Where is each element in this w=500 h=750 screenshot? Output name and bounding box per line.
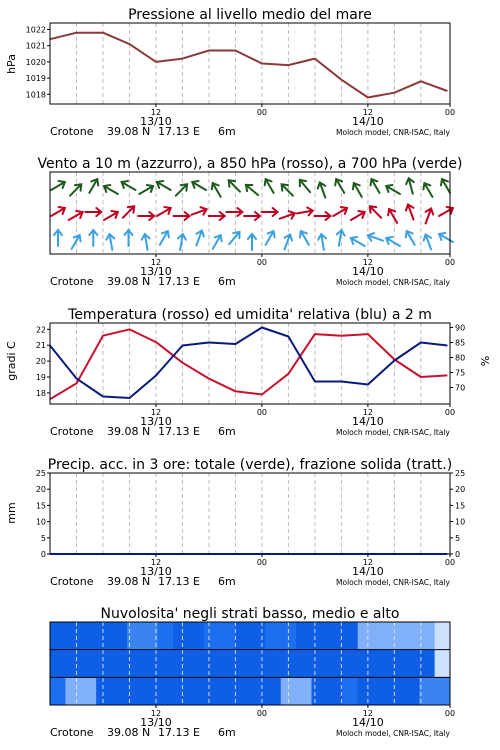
wind-arrow-0-13 [282,184,293,195]
precip-frame [50,473,450,554]
wind-credit: Moloch model, CNR-ISAC, Italy [336,278,450,287]
wind-arrow-0-22 [441,179,450,193]
wind-arrow-1-8 [192,207,207,215]
pressure-ytick-label-1: 1019 [25,74,46,84]
clouds-plot [50,622,455,739]
precip-ytick-label-3: 15 [35,501,46,511]
humidity-line [50,328,447,399]
cloud-cell-2-18 [327,677,343,705]
temp-rh-y2tick-label-0: 70 [455,383,466,393]
cloud-cell-0-12 [235,622,251,650]
pressure-xtick-label-3: 00 [444,108,456,117]
pressure-ylabel: hPa [5,54,18,74]
cloud-cell-0-2 [81,622,97,650]
precip-y2tick-label-1: 5 [455,533,461,543]
wind-arrow-0-18 [371,179,380,193]
wind-arrow-2-17 [351,237,365,246]
temp-rh-xtick-label-1: 00 [256,408,268,417]
wind-arrow-0-14 [300,180,310,192]
wind-arrow-1-16 [333,207,347,216]
temp-rh-station-elev: 6m [218,425,236,438]
wind-arrow-0-5 [139,185,153,194]
precip-y2tick-label-5: 25 [455,469,466,478]
wind-arrow-0-15 [318,183,326,198]
cloud-cell-1-2 [81,650,97,678]
precip-ytick-label-2: 10 [35,517,46,527]
wind-arrow-2-2 [89,230,97,246]
precip-xtick-label-1: 00 [256,558,268,567]
pressure-station-lat: 39.08 N [107,125,151,138]
wind-arrow-0-8 [192,181,206,190]
cloud-cell-1-21 [373,650,389,678]
precip-y2tick-label-3: 15 [455,501,466,511]
cloud-cell-0-20 [358,622,374,650]
wind-arrow-0-3 [104,185,118,194]
cloud-cell-1-0 [50,650,66,678]
temp-rh-station-lon: 17.13 E [158,425,200,438]
cloud-cell-1-23 [404,650,420,678]
temp-rh-xtick-label-0: 12 [150,408,162,417]
clouds-xtick-label-0: 12 [150,709,162,718]
wind-arrow-0-6 [157,181,171,190]
cloud-cell-0-17 [312,622,328,650]
precip-y2tick-label-2: 10 [455,517,466,527]
cloud-cell-0-25 [435,622,451,650]
wind-arrow-1-10 [226,208,242,216]
temp-rh-y2tick-label-4: 90 [455,323,466,333]
wind-date-1: 14/10 [352,265,384,278]
pressure-ytick-label-3: 1021 [25,41,46,51]
rh-ylabel: % [479,355,492,367]
cloud-cell-0-14 [265,622,281,650]
cloud-cell-0-19 [342,622,358,650]
pressure-ytick-label-0: 1018 [25,90,46,100]
temp-rh-ytick-label-1: 19 [35,373,46,382]
wind-arrow-2-7 [178,234,186,250]
cloud-cell-2-9 [188,677,204,705]
wind-title: Vento a 10 m (azzurro), a 850 hPa (rosso), a 700 hPa (verde) [37,156,463,172]
cloud-cell-2-23 [404,677,420,705]
pressure-ytick-label-2: 1020 [25,57,46,67]
temp-rh-y2tick-label-3: 85 [455,338,466,348]
clouds-title: Nuvolosita' negli strati basso, medio e alto [100,606,400,622]
clouds-station-name: Crotone [50,726,94,739]
wind-arrow-1-21 [426,209,434,224]
precip-y2tick-label-0: 0 [455,550,461,559]
temp-rh-plot [36,323,465,438]
cloud-cell-1-1 [65,650,81,678]
temp-rh-station-lat: 39.08 N [107,425,151,438]
temp-rh-title: Temperatura (rosso) ed umidita' relativa (blu) a 2 m [68,307,432,323]
wind-arrow-2-12 [266,231,275,245]
clouds-station-elev: 6m [218,726,236,739]
cloud-cell-1-13 [250,650,266,678]
cloud-cell-1-10 [204,650,220,678]
cloud-cell-0-1 [65,622,81,650]
precip-ylabel: mm [5,502,18,524]
temp-rh-ytick-label-4: 22 [35,325,46,335]
pressure-panel [5,7,455,138]
wind-arrow-2-5 [142,234,150,250]
wind-arrow-0-9 [212,183,221,197]
precip-plot [36,469,465,588]
wind-xtick-label-2: 12 [362,258,373,267]
cloud-cell-1-8 [173,650,189,678]
wind-arrow-2-20 [406,231,415,245]
wind-arrow-1-6 [157,207,171,216]
wind-arrow-0-2 [89,179,98,193]
wind-arrow-2-21 [424,235,432,250]
clouds-date-1: 14/10 [352,716,384,729]
wind-plot [50,172,455,288]
cloud-cell-0-3 [96,622,112,650]
wind-arrow-0-17 [353,183,362,197]
wind-arrow-1-3 [104,211,118,220]
cloud-cell-1-9 [188,650,204,678]
cloud-cell-2-11 [219,677,235,705]
wind-arrow-1-22 [439,207,453,216]
precip-date-0: 13/10 [140,565,172,578]
wind-arrow-1-2 [85,208,101,216]
wind-arrow-2-9 [213,235,222,249]
wind-arrow-2-6 [160,231,169,245]
cloud-cell-1-19 [342,650,358,678]
temp-rh-date-0: 13/10 [140,415,172,428]
wind-arrow-2-3 [106,234,114,250]
precip-ytick-label-0: 0 [40,550,46,559]
wind-arrow-2-18 [368,233,383,241]
wind-arrow-0-19 [386,185,400,194]
cloud-cell-2-14 [265,677,281,705]
precip-xtick-label-2: 12 [362,558,373,567]
clouds-xtick-label-1: 00 [256,709,268,718]
cloud-cell-1-24 [419,650,435,678]
wind-arrow-2-8 [196,231,204,246]
precip-station-lat: 39.08 N [107,575,151,588]
wind-arrow-2-1 [72,235,81,249]
wind-station-elev: 6m [218,275,236,288]
wind-arrow-1-12 [262,208,278,216]
cloud-cell-2-4 [112,677,128,705]
pressure-station-elev: 6m [218,125,236,138]
temp-rh-xtick-label-2: 12 [362,408,373,417]
pressure-plot [26,23,455,138]
pressure-line [50,33,447,98]
wind-panel [37,156,462,288]
pressure-ytick-label-4: 1022 [25,25,46,35]
temp-rh-station-name: Crotone [50,425,94,438]
wind-xtick-label-0: 12 [150,258,162,267]
precip-station-elev: 6m [218,575,236,588]
precip-credit: Moloch model, CNR-ISAC, Italy [336,578,450,587]
cloud-cell-1-20 [358,650,374,678]
cloud-cell-2-19 [342,677,358,705]
cloud-cell-2-13 [250,677,266,705]
wind-arrow-2-15 [318,234,326,250]
precip-panel [5,457,465,588]
precip-date-1: 14/10 [352,565,384,578]
temp-rh-panel [5,307,492,438]
temp-rh-y2tick-label-2: 80 [455,353,466,363]
precip-xtick-label-3: 00 [444,558,456,567]
wind-arrow-0-16 [335,179,344,193]
cloud-cell-2-16 [296,677,312,705]
wind-arrow-0-7 [176,184,187,195]
wind-station-lat: 39.08 N [107,275,151,288]
wind-arrow-2-14 [300,231,309,245]
wind-arrow-2-4 [125,230,133,246]
precip-ytick-label-4: 20 [35,485,46,495]
wind-arrow-1-5 [138,212,154,220]
wind-station-name: Crotone [50,275,94,288]
cloud-cell-1-11 [219,650,235,678]
pressure-credit: Moloch model, CNR-ISAC, Italy [336,128,450,137]
wind-arrow-1-4 [123,206,134,217]
temp-rh-y2tick-label-1: 75 [455,368,466,378]
wind-date-0: 13/10 [140,265,172,278]
cloud-cell-2-22 [388,677,404,705]
cloud-cell-0-4 [112,622,128,650]
wind-arrow-1-19 [388,209,397,223]
cloud-cell-1-18 [327,650,343,678]
cloud-cell-0-22 [388,622,404,650]
precip-ytick-label-1: 5 [40,533,46,543]
pressure-date-0: 13/10 [140,115,172,128]
cloud-cell-0-13 [250,622,266,650]
pressure-xtick-label-2: 12 [362,108,373,117]
cloud-cell-2-2 [81,677,97,705]
wind-arrow-2-10 [229,232,239,244]
cloud-cell-2-0 [50,677,66,705]
wind-station-lon: 17.13 E [158,275,200,288]
wind-arrow-1-1 [69,211,83,220]
cloud-cell-1-12 [235,650,251,678]
cloud-cell-2-25 [435,677,451,705]
wind-arrow-1-9 [209,212,225,220]
wind-xtick-label-3: 00 [444,258,456,267]
cloud-cell-0-23 [404,622,420,650]
precip-ytick-label-5: 25 [35,469,46,478]
wind-arrow-1-11 [244,212,260,220]
wind-arrow-1-13 [280,211,295,219]
clouds-panel [50,606,455,739]
cloud-cell-2-7 [158,677,174,705]
wind-arrow-0-20 [406,178,414,193]
clouds-station-lat: 39.08 N [107,726,151,739]
temp-ylabel: gradi C [5,341,18,381]
cloud-cell-0-7 [158,622,174,650]
cloud-cell-2-1 [65,677,81,705]
temperature-line [50,329,447,399]
clouds-xtick-label-3: 00 [444,709,456,718]
wind-arrow-1-7 [174,212,190,220]
cloud-cell-1-25 [435,650,451,678]
wind-arrow-1-15 [315,212,331,220]
clouds-credit: Moloch model, CNR-ISAC, Italy [336,729,450,738]
wind-arrow-0-12 [265,179,274,193]
cloud-cell-2-17 [312,677,328,705]
cloud-cell-1-14 [265,650,281,678]
clouds-station-lon: 17.13 E [158,726,200,739]
wind-arrow-0-11 [246,185,258,195]
cloud-cell-1-16 [296,650,312,678]
cloud-cell-1-22 [388,650,404,678]
precip-station-lon: 17.13 E [158,575,200,588]
wind-arrow-0-21 [423,183,432,197]
wind-arrow-0-10 [229,180,240,191]
wind-arrow-2-0 [54,230,62,246]
clouds-date-0: 13/10 [140,716,172,729]
temp-rh-ytick-label-0: 18 [35,388,46,398]
clouds-xtick-label-2: 12 [362,709,373,718]
wind-arrow-1-14 [297,208,313,216]
cloud-cell-1-7 [158,650,174,678]
cloud-cell-0-10 [204,622,220,650]
cloud-cell-0-24 [419,622,435,650]
precip-y2tick-label-4: 20 [455,485,466,495]
wind-arrow-0-1 [70,184,81,195]
wind-arrow-1-20 [406,205,414,220]
wind-arrow-0-4 [122,181,136,190]
wind-arrow-1-17 [351,211,365,220]
wind-xtick-label-1: 00 [256,258,268,267]
pressure-station-name: Crotone [50,125,94,138]
wind-arrow-2-19 [386,237,400,246]
wind-arrow-1-0 [51,207,65,216]
temp-rh-date-1: 14/10 [352,415,384,428]
temp-rh-xtick-label-3: 00 [444,408,456,417]
temp-rh-ytick-label-2: 20 [35,357,46,367]
wind-arrow-2-16 [337,230,345,246]
cloud-cell-0-21 [373,622,389,650]
pressure-xtick-label-0: 12 [150,108,162,117]
cloud-cell-2-3 [96,677,112,705]
cloud-cell-0-16 [296,622,312,650]
wind-arrow-1-18 [370,206,381,217]
wind-arrow-2-13 [285,235,293,250]
cloud-cell-1-17 [312,650,328,678]
precip-station-name: Crotone [50,575,94,588]
cloud-cell-2-10 [204,677,220,705]
precip-title: Precip. acc. in 3 ore: totale (verde), frazione solida (tratt.) [47,457,453,473]
cloud-cell-2-21 [373,677,389,705]
pressure-title: Pressione al livello medio del mare [128,7,372,23]
cloud-cell-0-18 [327,622,343,650]
temp-rh-credit: Moloch model, CNR-ISAC, Italy [336,428,450,437]
temp-rh-ytick-label-3: 21 [35,341,46,351]
wind-arrow-0-0 [51,181,65,190]
cloud-cell-0-11 [219,622,235,650]
cloud-cell-0-8 [173,622,189,650]
cloud-cell-1-3 [96,650,112,678]
cloud-cell-0-9 [188,622,204,650]
cloud-cell-0-0 [50,622,66,650]
cloud-cell-2-24 [419,677,435,705]
pressure-date-1: 14/10 [352,115,384,128]
pressure-xtick-label-1: 00 [256,108,268,117]
pressure-station-lon: 17.13 E [158,125,200,138]
cloud-cell-2-20 [358,677,374,705]
wind-arrow-2-11 [248,234,256,250]
cloud-cell-2-8 [173,677,189,705]
precip-xtick-label-0: 12 [150,558,162,567]
cloud-cell-2-12 [235,677,251,705]
cloud-cell-1-4 [112,650,128,678]
wind-arrow-2-22 [439,233,453,242]
